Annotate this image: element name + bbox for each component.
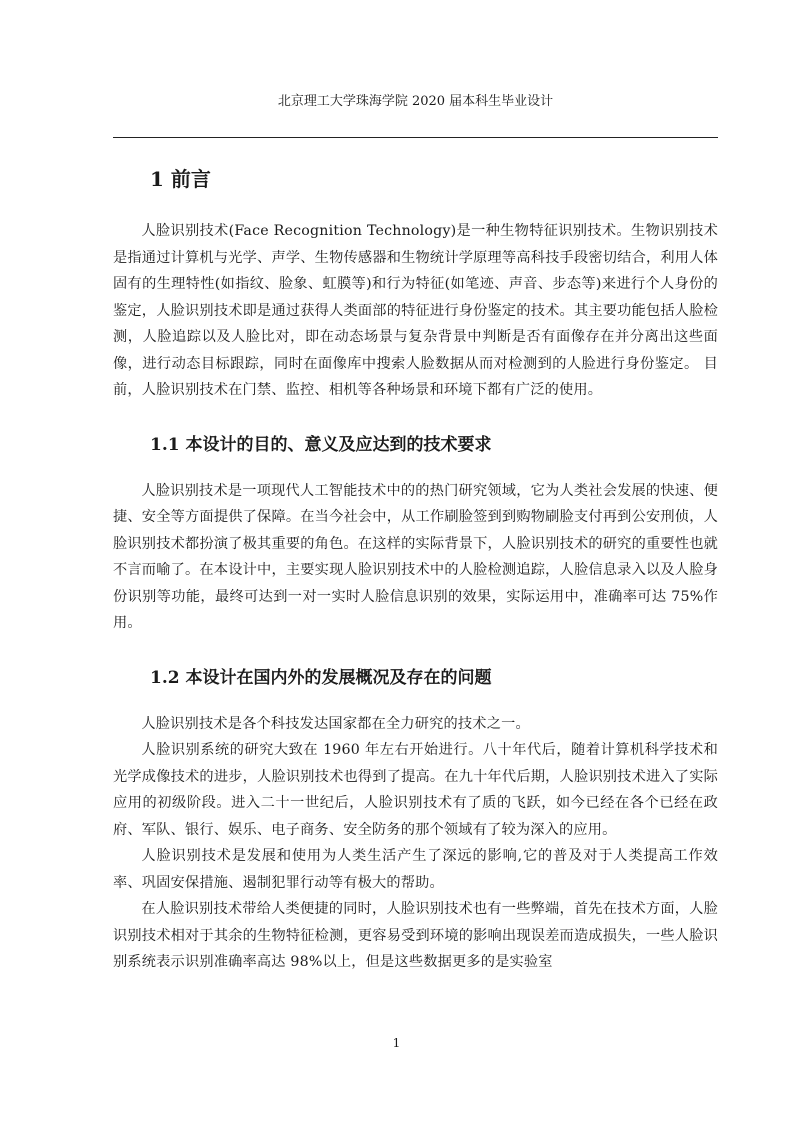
section-heading-1-2: 1.2 本设计在国内外的发展概况及存在的问题 — [150, 667, 492, 688]
page-number: 1 — [392, 1036, 401, 1050]
page-header: 北京理工大学珠海学院 2020 届本科生毕业设计 — [277, 94, 554, 109]
section-1-2-paragraph-3: 人脸识别技术是发展和使用为人类生活产生了深远的影响,它的普及对于人类提高工作效率、巩固安保措施、遏制犯罪行动等有极大的帮助。 — [113, 848, 718, 891]
section-1-2-paragraph-1: 人脸识别技术是各个科技发达国家都在全力研究的技术之一。 — [141, 715, 530, 732]
section-1-2-paragraph-2: 人脸识别系统的研究大致在 1960 年左右开始进行。八十年代后，随着计算机科学技术和光学成像技术的进步，人脸识别技术也得到了提高。在九十年代后期，人脸识别技术进入了实际应用的初级阶段。进入二十一世纪后，人脸识别技术有了质的飞跃，如今已经在各个已经在政府、军队、银行、娱乐、电子商务、安全防务的那个领域有了较为深入的应用。 — [113, 742, 718, 838]
section-heading-1: 1 前言 — [150, 167, 211, 191]
section-1-paragraph: 人脸识别技术(Face Recognition Technology)是一种生物特征识别技术。生物识别技术是指通过计算机与光学、声学、生物传感器和生物统计学原理等高科技手段密切结合，利用人体固有的生理特性(如指纹、脸象、虹膜等)和行为特征(如笔迹、声音、步态等)来进行个人身份的鉴定，人脸识别技术即是通过获得人类面部的特征进行身份鉴定的技术。其主要功能包括人脸检测，人脸追踪以及人脸比对，即在动态场景与复杂背景中判断是否有面像存在并分离出这些面像，进行动态目标跟踪，同时在面像库中搜索人脸数据从而对检测到的人脸进行身份鉴定。 目前，人脸识别技术在门禁、监控、相机等各种场景和环境下都有广泛的使用。 — [113, 223, 718, 398]
document-body — [113, 162, 718, 976]
section-1-1-paragraph: 人脸识别技术是一项现代人工智能技术中的的热门研究领域，它为人类社会发展的快速、便捷、安全等方面提供了保障。在当今社会中，从工作刷脸签到到购物刷脸支付再到公安刑侦，人脸识别技术都扮演了极其重要的角色。在这样的实际背景下，人脸识别技术的研究的重要性也就不言而喻了。在本设计中，主要实现人脸识别技术中的人脸检测追踪，人脸信息录入以及人脸身份识别等功能，最终可达到一对一实时人脸信息识别的效果，实际运用中，准确率可达 75%作用。 — [113, 482, 718, 631]
section-heading-1-1: 1.1 本设计的目的、意义及应达到的技术要求 — [150, 434, 492, 455]
section-1-2-paragraph-4: 在人脸识别技术带给人类便捷的同时，人脸识别技术也有一些弊端，首先在技术方面，人脸识别技术相对于其余的生物特征检测，更容易受到环境的影响出现误差而造成损失，一些人脸识别系统表示识别准确率高达 98%以上，但是这些数据更多的是实验室 — [113, 901, 718, 970]
header-divider — [113, 137, 718, 138]
